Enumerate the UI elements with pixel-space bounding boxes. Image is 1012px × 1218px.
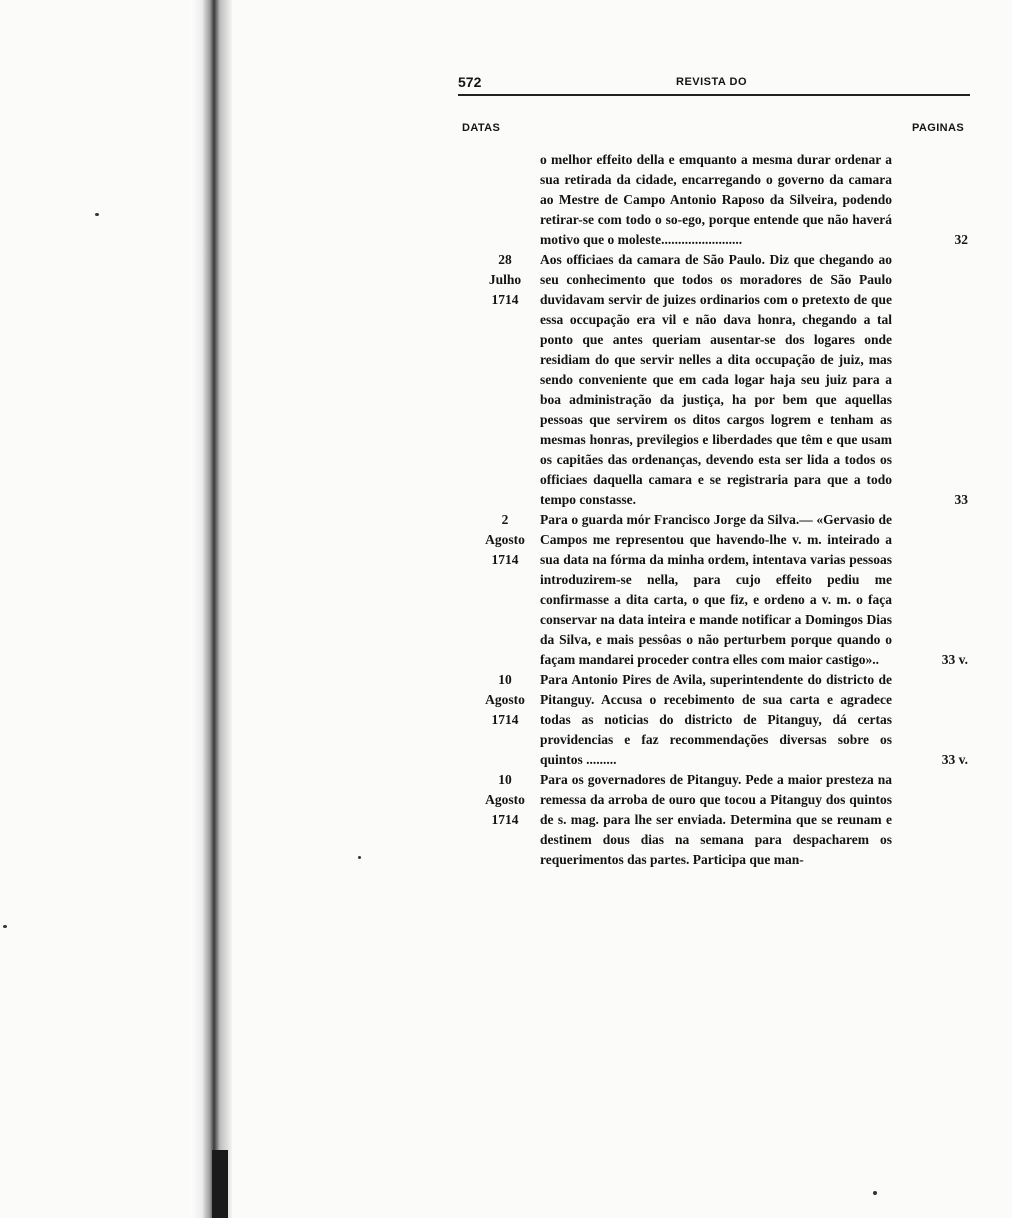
dates-column-heading: DATAS bbox=[462, 122, 501, 134]
entry-month: Agosto bbox=[485, 532, 525, 547]
entry-day: 10 bbox=[498, 772, 512, 787]
entry-date bbox=[470, 510, 540, 570]
entry-text: o melhor effeito della e emquanto a mesma durar ordenar a sua retirada da cidade, encarregando o governo da camara ao Mestre de Campo Antonio Raposo da Silveira, podendo retirar-se com todo o so-ego, porque entende que não haverá motivo que o moleste........................ bbox=[540, 152, 892, 247]
paper-speck bbox=[358, 856, 361, 859]
page-header bbox=[458, 72, 968, 98]
register-entry bbox=[470, 510, 980, 670]
entry-page-ref: 33 bbox=[954, 492, 968, 507]
entry-page-ref: 32 bbox=[954, 232, 968, 247]
entry-month: Agosto bbox=[485, 792, 525, 807]
register-entry bbox=[470, 770, 980, 870]
paper-speck bbox=[873, 1191, 877, 1195]
entry-day: 10 bbox=[498, 672, 512, 687]
entry-year: 1714 bbox=[491, 712, 519, 727]
pages-column-heading: PAGINAS bbox=[912, 122, 965, 134]
entry-month: Julho bbox=[488, 272, 522, 287]
entry-month: Agosto bbox=[485, 692, 525, 707]
entry-date bbox=[470, 670, 540, 730]
entry-date bbox=[470, 770, 540, 830]
paper-speck bbox=[3, 925, 7, 928]
entry-day: 2 bbox=[501, 512, 509, 527]
entry-page-ref: 33 v. bbox=[941, 652, 968, 667]
entry-page-ref: 33 v. bbox=[941, 752, 968, 767]
entry-text: Aos officiaes da camara de São Paulo. Diz que chegando ao seu conhecimento que todos os moradores de São Paulo duvidavam servir de juizes ordinarios com o pretexto de que essa occupação era vil e não dava honra, chegando a tal ponto que antes queriam ausentar-se dos logares onde residiam do que servir nelles a dita occupação de juiz, mas sendo conveniente que em cada logar haja seu juiz para a boa administração da justiça, ha por bem que aquellas pessoas que servirem os ditos cargos logrem e tenham as mesmas honras, previlegios e liberdades que têm e que usam os capitães das ordenanças, devendo esta ser lida a todos os officiaes daquella camara e se registraria para que a todo tempo constasse. bbox=[540, 252, 892, 507]
page-number: 572 bbox=[458, 74, 482, 90]
entry-day: 28 bbox=[498, 252, 512, 267]
entry-date bbox=[470, 250, 540, 310]
entry-text: Para os governadores de Pitanguy. Pede a maior presteza na remessa da arroba de ouro que tocou a Pitanguy dos quintos de s. mag. para lhe ser enviada. Determina que se reunam e destinem dous dias na semana para despacharem os requerimentos das partes. Participa que man- bbox=[540, 772, 892, 867]
running-title: REVISTA DO bbox=[676, 76, 748, 88]
entry-year: 1714 bbox=[491, 292, 519, 307]
entry-text: Para Antonio Pires de Avila, superintendente do districto de Pitanguy. Accusa o recebimento de sua carta e agradece todas as noticias do districto de Pitanguy, dá certas providencias e faz recommendações diversas sobre os quintos ......... bbox=[540, 672, 892, 767]
book-gutter-shadow bbox=[190, 0, 232, 1218]
register-entry bbox=[470, 670, 980, 770]
book-spine-edge bbox=[212, 1150, 228, 1218]
entry-year: 1714 bbox=[491, 812, 519, 827]
paper-speck bbox=[95, 213, 99, 216]
header-rule bbox=[458, 94, 970, 96]
register-entries bbox=[470, 150, 980, 870]
register-entry bbox=[470, 150, 980, 250]
entry-year: 1714 bbox=[491, 552, 519, 567]
entry-text: Para o guarda mór Francisco Jorge da Silva.— «Gervasio de Campos me representou que havendo-lhe v. m. inteirado a sua data na fórma da minha ordem, intentava varias pessoas introduzirem-se nella, para cujo effeito pediu me confirmasse a dita carta, o que fiz, e ordeno a v. m. o faça conservar na data inteira e mande notificar a Domingos Dias da Silva, e mais pessôas o não perturbem porque quando o façam mandarei proceder contra elles com maior castigo».. bbox=[540, 512, 892, 667]
register-entry bbox=[470, 250, 980, 510]
